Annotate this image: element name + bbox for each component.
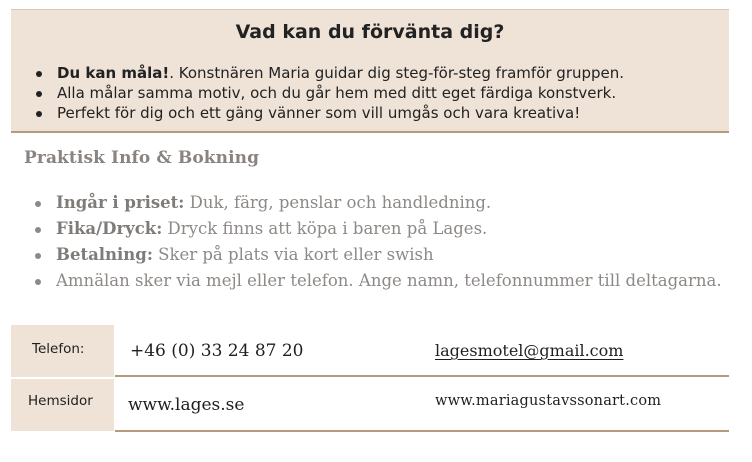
- list-item-bold: Du kan måla!: [57, 64, 170, 82]
- list-item-bold: Ingår i priset:: [56, 193, 185, 212]
- list-item-text: Alla målar samma motiv, och du går hem med ditt eget färdiga konstverk.: [57, 84, 617, 102]
- list-item: [33, 63, 624, 83]
- expectations-title: Vad kan du förvänta dig?: [235, 21, 505, 43]
- list-item: [34, 216, 722, 242]
- list-item: [33, 83, 624, 103]
- list-item-text: Sker på plats via kort eller swish: [152, 245, 434, 264]
- list-item-text: Dryck finns att köpa i baren på Lages.: [162, 219, 488, 238]
- row-divider: [115, 430, 729, 432]
- expectations-panel: [11, 9, 729, 133]
- info-title: Praktisk Info & Bokning: [24, 148, 260, 168]
- list-item: [34, 268, 722, 294]
- phone-label: Telefon:: [32, 341, 85, 357]
- list-item: [34, 242, 722, 268]
- list-item: [34, 190, 722, 216]
- phone-label-cell: [11, 325, 114, 377]
- website-link-lages[interactable]: www.lages.se: [128, 395, 245, 415]
- info-list: [34, 190, 722, 294]
- phone-number: +46 (0) 33 24 87 20: [130, 341, 304, 361]
- list-item-text: Perfekt för dig och ett gäng vänner som vill umgås och vara kreativa!: [57, 104, 581, 122]
- website-link-maria[interactable]: www.mariagustavssonart.com: [435, 393, 662, 409]
- website-label: Hemsidor: [28, 393, 93, 409]
- list-item: [33, 103, 624, 123]
- website-row: [11, 379, 729, 431]
- website-label-cell: [11, 379, 114, 431]
- list-item-bold: Betalning:: [56, 245, 153, 264]
- list-item-text: Amnälan sker via mejl eller telefon. Ange namn, telefonnummer till deltagarna.: [56, 271, 722, 290]
- list-item-text: . Konstnären Maria guidar dig steg-för-steg framför gruppen.: [169, 64, 625, 82]
- list-item-text: Duk, färg, penslar och handledning.: [184, 193, 492, 212]
- row-divider: [115, 375, 729, 377]
- phone-row: [11, 325, 729, 377]
- contact-table: [11, 325, 729, 431]
- list-item-bold: Fika/Dryck:: [56, 219, 163, 238]
- email-link[interactable]: lagesmotel@gmail.com: [435, 341, 624, 360]
- expectations-list: [33, 63, 624, 123]
